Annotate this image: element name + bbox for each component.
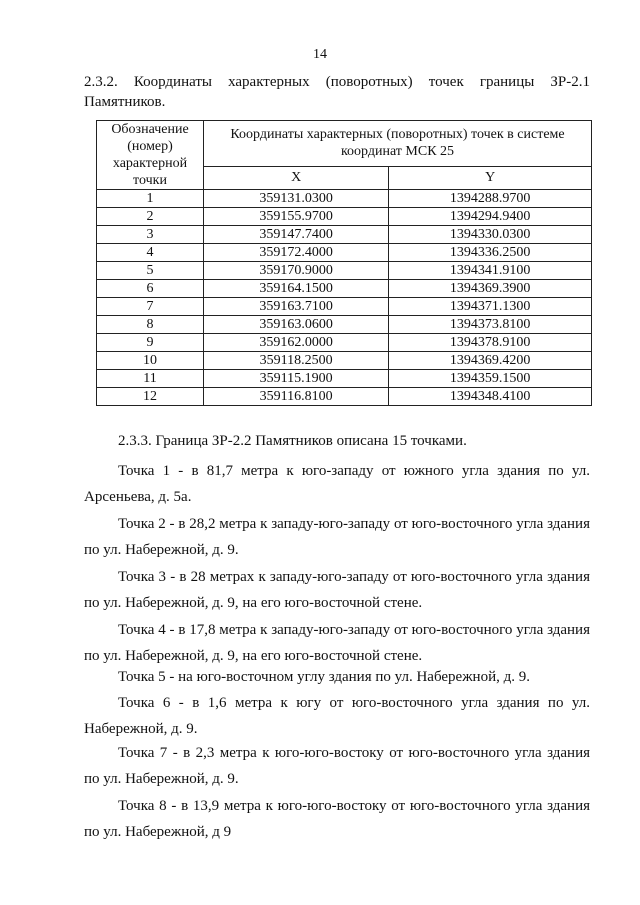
paragraph-zr22-intro: 2.3.3. Граница ЗР-2.2 Памятников описана 15 точками. (118, 433, 467, 449)
x-coordinate-cell: 359172.4000 (204, 244, 389, 262)
y-coordinate-cell: 1394336.2500 (389, 244, 592, 262)
paragraph-point-1: Точка 1 - в 81,7 метра к юго-западу от южного угла здания по ул. Арсеньева, д. 5а. (84, 463, 590, 505)
point-number-cell: 10 (97, 352, 204, 370)
paragraph-point-6: Точка 6 - в 1,6 метра к югу от юго-восточного угла здания по ул. Набережной, д. 9. (84, 695, 590, 737)
y-coordinate-cell: 1394294.9400 (389, 208, 592, 226)
table-row (97, 226, 592, 244)
table-row (97, 298, 592, 316)
table-row (97, 316, 592, 334)
point-number-cell: 12 (97, 388, 204, 406)
point-number-cell: 2 (97, 208, 204, 226)
table-row (97, 352, 592, 370)
page-number: 14 (313, 47, 327, 62)
table-row (97, 244, 592, 262)
coordinates-table (96, 120, 592, 406)
table-row (97, 334, 592, 352)
x-coordinate-cell: 359116.8100 (204, 388, 389, 406)
paragraph-point-3: Точка 3 - в 28 метрах к западу-юго-западу от юго-восточного угла здания по ул. Набережной, д. 9, на его юго-восточной стене. (84, 569, 590, 611)
section-heading: 2.3.2. Координаты характерных (поворотных) точек границы ЗР-2.1 (84, 74, 590, 90)
x-coordinate-cell: 359118.2500 (204, 352, 389, 370)
y-coordinate-cell: 1394348.4100 (389, 388, 592, 406)
y-coordinate-cell: 1394369.4200 (389, 352, 592, 370)
point-number-cell: 3 (97, 226, 204, 244)
point-id-header: Обозначение (номер) характерной точки (97, 121, 204, 190)
table-row (97, 262, 592, 280)
x-coordinate-cell: 359131.0300 (204, 190, 389, 208)
table-row (97, 388, 592, 406)
x-coordinate-cell: 359155.9700 (204, 208, 389, 226)
point-number-cell: 11 (97, 370, 204, 388)
point-number-cell: 1 (97, 190, 204, 208)
point-number-cell: 6 (97, 280, 204, 298)
paragraph-point-4: Точка 4 - в 17,8 метра к западу-юго-западу от юго-восточного угла здания по ул. Набережной, д. 9, на его юго-восточной стене. (84, 622, 590, 664)
x-coordinate-cell: 359115.1900 (204, 370, 389, 388)
x-coordinate-cell: 359147.7400 (204, 226, 389, 244)
x-coordinate-cell: 359164.1500 (204, 280, 389, 298)
paragraph-point-2: Точка 2 - в 28,2 метра к западу-юго-западу от юго-восточного угла здания по ул. Набережной, д. 9. (84, 516, 590, 558)
x-column-header: X (204, 166, 389, 189)
y-coordinate-cell: 1394371.1300 (389, 298, 592, 316)
table-row (97, 370, 592, 388)
coordinates-header: Координаты характерных (поворотных) точек в системе координат МСК 25 (204, 121, 592, 167)
table-row (97, 208, 592, 226)
point-number-cell: 9 (97, 334, 204, 352)
x-coordinate-cell: 359170.9000 (204, 262, 389, 280)
point-number-cell: 7 (97, 298, 204, 316)
point-number-cell: 5 (97, 262, 204, 280)
y-coordinate-cell: 1394378.9100 (389, 334, 592, 352)
point-number-cell: 4 (97, 244, 204, 262)
x-coordinate-cell: 359163.7100 (204, 298, 389, 316)
x-coordinate-cell: 359162.0000 (204, 334, 389, 352)
table-row (97, 190, 592, 208)
x-coordinate-cell: 359163.0600 (204, 316, 389, 334)
y-column-header: Y (389, 166, 592, 189)
section-heading-continuation: Памятников. (84, 94, 166, 110)
y-coordinate-cell: 1394373.8100 (389, 316, 592, 334)
y-coordinate-cell: 1394341.9100 (389, 262, 592, 280)
paragraph-point-7: Точка 7 - в 2,3 метра к юго-юго-востоку от юго-восточного угла здания по ул. Набережной, д. 9. (84, 745, 590, 787)
y-coordinate-cell: 1394288.9700 (389, 190, 592, 208)
y-coordinate-cell: 1394369.3900 (389, 280, 592, 298)
y-coordinate-cell: 1394330.0300 (389, 226, 592, 244)
point-number-cell: 8 (97, 316, 204, 334)
y-coordinate-cell: 1394359.1500 (389, 370, 592, 388)
table-row (97, 280, 592, 298)
paragraph-point-8: Точка 8 - в 13,9 метра к юго-юго-востоку от юго-восточного угла здания по ул. Набережной, д 9 (84, 798, 590, 840)
paragraph-point-5: Точка 5 - на юго-восточном углу здания по ул. Набережной, д. 9. (118, 669, 530, 685)
